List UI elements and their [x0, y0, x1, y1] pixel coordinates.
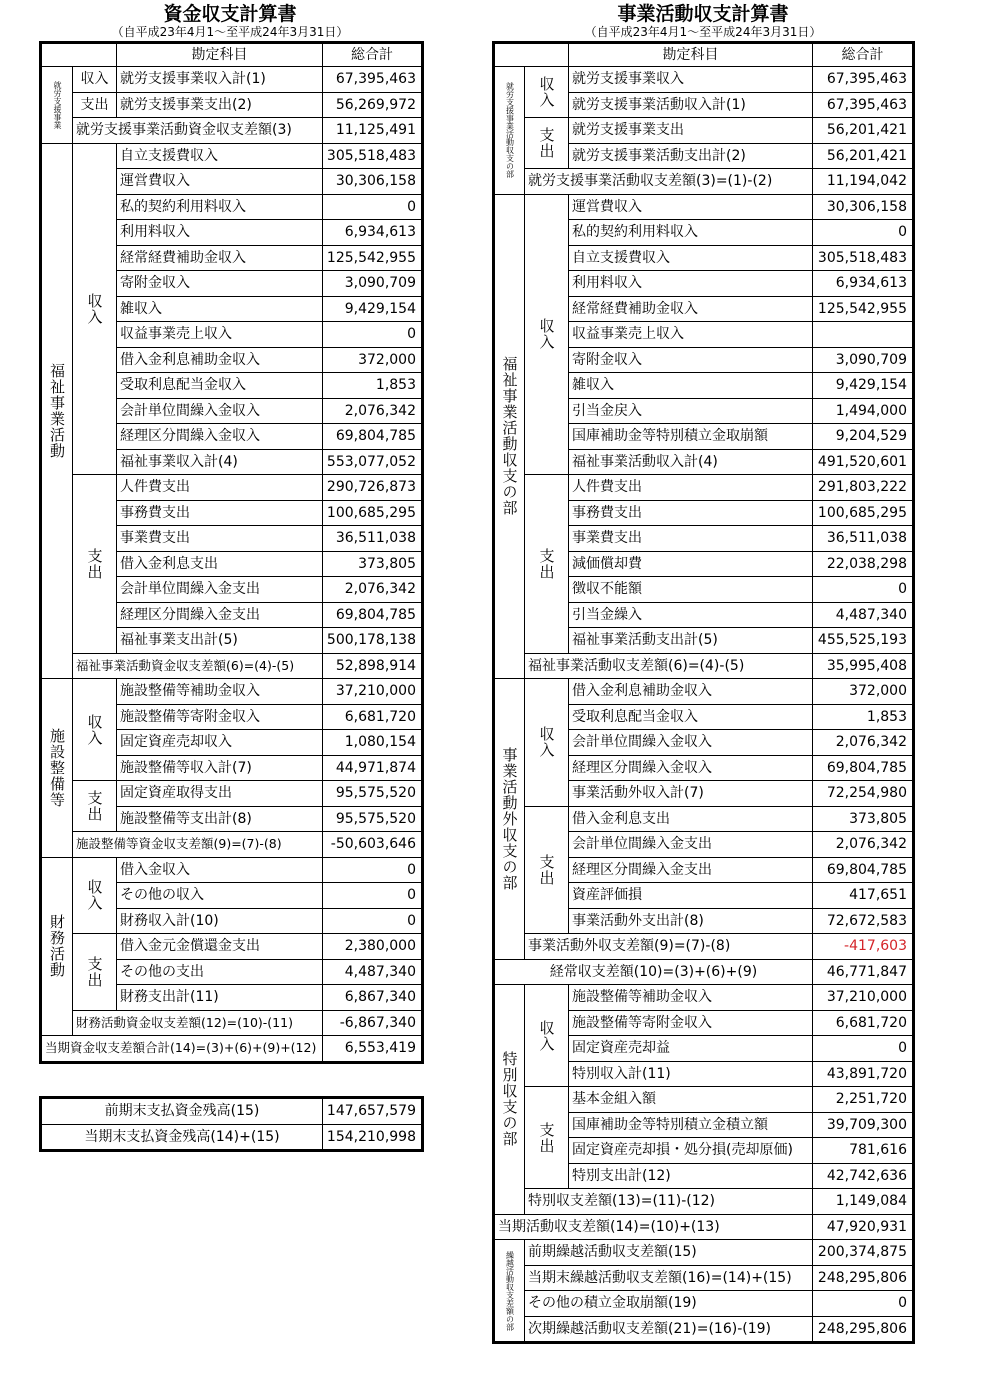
- item-value: 39,709,300: [813, 1112, 913, 1138]
- subtotal-value: -50,603,646: [323, 832, 422, 858]
- item-label: 自立支援費収入: [569, 245, 813, 271]
- subtotal-label: 福祉事業活動収支差額(6)=(4)-(5): [525, 653, 813, 679]
- item-value: 4,487,340: [813, 602, 913, 628]
- subtotal-label: 事業活動外収支差額(9)=(7)-(8): [525, 934, 813, 960]
- item-value: 2,076,342: [813, 730, 913, 756]
- item-label: 就労支援事業活動収入計(1): [569, 92, 813, 118]
- item-value: 95,575,520: [323, 806, 422, 832]
- item-label: 財務支出計(11): [117, 985, 323, 1011]
- section-carry: 繰越活動収支差額の部: [495, 1240, 525, 1342]
- item-value: 56,201,421: [813, 118, 913, 144]
- item-label: 就労支援事業活動支出計(2): [569, 143, 813, 169]
- section-sec_employ: 就労支援事業活動収支の部: [495, 67, 525, 195]
- item-value: 1,494,000: [813, 398, 913, 424]
- table-row: [495, 959, 913, 985]
- item-value: 36,511,038: [323, 526, 422, 552]
- item-value: 553,077,052: [323, 449, 422, 475]
- item-value: 491,520,601: [813, 449, 913, 475]
- header-blank: [42, 44, 117, 67]
- label-expense: 支出: [73, 934, 117, 1011]
- item-label: 徴収不能額: [569, 577, 813, 603]
- item-label: 福祉事業支出計(5): [117, 628, 323, 654]
- item-label: 会計単位間繰入金収入: [117, 398, 323, 424]
- current-diff-value: 47,920,931: [813, 1214, 913, 1240]
- item-value: 200,374,875: [813, 1240, 913, 1266]
- section-employ: 就労支援事業: [42, 67, 73, 144]
- label-expense: 支出: [525, 475, 569, 654]
- item-label: 福祉事業活動支出計(5): [569, 628, 813, 654]
- table-row: [495, 1214, 913, 1240]
- item-value: 56,201,421: [813, 143, 913, 169]
- item-label: 寄附金収入: [569, 347, 813, 373]
- table-row: [495, 67, 913, 93]
- item-label: 経理区分間繰入金収入: [569, 755, 813, 781]
- item-label: 特別収入計(11): [569, 1061, 813, 1087]
- table-row: [42, 67, 422, 93]
- item-label: 事業活動外収入計(7): [569, 781, 813, 807]
- item-value: 37,210,000: [323, 679, 422, 705]
- item-label: 会計単位間繰入金収入: [569, 730, 813, 756]
- item-value: 291,803,222: [813, 475, 913, 501]
- item-label: 雑収入: [117, 296, 323, 322]
- item-value: 100,685,295: [813, 500, 913, 526]
- item-value: 9,204,529: [813, 424, 913, 450]
- item-value: 248,295,806: [813, 1316, 913, 1342]
- item-label: 利用料収入: [117, 220, 323, 246]
- item-value: 1,853: [323, 373, 422, 399]
- item-value: 290,726,873: [323, 475, 422, 501]
- label-expense: 支出: [73, 92, 117, 118]
- subtotal-value: 35,995,408: [813, 653, 913, 679]
- table-row: [495, 806, 913, 832]
- item-label: 収益事業売上収入: [117, 322, 323, 348]
- item-value: 2,076,342: [813, 832, 913, 858]
- item-value: 30,306,158: [813, 194, 913, 220]
- table-row: [495, 44, 913, 67]
- table-row: [42, 781, 422, 807]
- item-value: 69,804,785: [813, 857, 913, 883]
- item-value: 9,429,154: [813, 373, 913, 399]
- item-value: 36,511,038: [813, 526, 913, 552]
- item-label: 当期末繰越活動収支差額(16)=(14)+(15): [525, 1265, 813, 1291]
- item-label: 寄附金収入: [117, 271, 323, 297]
- item-label: 就労支援事業収入計(1): [117, 67, 323, 93]
- right-period: （自平成23年4月1～至平成24年3月31日）: [584, 25, 822, 39]
- item-label: 財務収入計(10): [117, 908, 323, 934]
- table-row: [495, 985, 913, 1011]
- item-label: 私的契約利用料収入: [569, 220, 813, 246]
- item-value: 1,853: [813, 704, 913, 730]
- item-label: 経常経費補助金収入: [569, 296, 813, 322]
- item-label: 運営費収入: [117, 169, 323, 195]
- item-value: 373,805: [323, 551, 422, 577]
- item-value: 781,616: [813, 1138, 913, 1164]
- item-label: 固定資産売却損・処分損(売却原価): [569, 1138, 813, 1164]
- item-value: 0: [323, 194, 422, 220]
- item-label: 就労支援事業支出(2): [117, 92, 323, 118]
- item-value: 372,000: [813, 679, 913, 705]
- label-expense: 支出: [525, 118, 569, 169]
- item-value: 6,681,720: [813, 1010, 913, 1036]
- item-value: 43,891,720: [813, 1061, 913, 1087]
- label-income: 収入: [525, 985, 569, 1087]
- item-value: 67,395,463: [813, 67, 913, 93]
- item-label: 会計単位間繰入金支出: [569, 832, 813, 858]
- table-row: [495, 169, 913, 195]
- item-value: 100,685,295: [323, 500, 422, 526]
- header-item: 勘定科目: [569, 44, 813, 67]
- label-expense: 支出: [525, 806, 569, 934]
- label-income: 収入: [73, 143, 117, 475]
- item-label: 借入金利息支出: [117, 551, 323, 577]
- label-expense: 支出: [73, 475, 117, 654]
- item-label: 事務費支出: [117, 500, 323, 526]
- section-sec_welfare: 福祉事業活動収支の部: [495, 194, 525, 679]
- item-value: 0: [323, 908, 422, 934]
- item-label: 私的契約利用料収入: [117, 194, 323, 220]
- cash-flow-table: [41, 43, 422, 1062]
- subtotal-value: 11,194,042: [813, 169, 913, 195]
- item-label: 前期繰越活動収支差額(15): [525, 1240, 813, 1266]
- table-row: [495, 1087, 913, 1113]
- item-value: 0: [813, 1291, 913, 1317]
- item-label: 借入金利息支出: [569, 806, 813, 832]
- subtotal-value: 52,898,914: [323, 653, 422, 679]
- table-row: [42, 1124, 422, 1150]
- item-label: 雑収入: [569, 373, 813, 399]
- item-value: 72,672,583: [813, 908, 913, 934]
- subtotal-label: 就労支援事業活動資金収支差額(3): [73, 118, 323, 144]
- item-value: 69,804,785: [813, 755, 913, 781]
- subtotal-label: 特別収支差額(13)=(11)-(12): [525, 1189, 813, 1215]
- item-value: 125,542,955: [323, 245, 422, 271]
- item-value: 248,295,806: [813, 1265, 913, 1291]
- item-label: 減価償却費: [569, 551, 813, 577]
- item-label: 基本金組入額: [569, 1087, 813, 1113]
- item-value: 37,210,000: [813, 985, 913, 1011]
- item-value: 3,090,709: [323, 271, 422, 297]
- curr-balance-label: 当期末支払資金残高(14)+(15): [42, 1124, 323, 1150]
- item-value: 455,525,193: [813, 628, 913, 654]
- table-row: [42, 475, 422, 501]
- item-label: 特別支出計(12): [569, 1163, 813, 1189]
- item-label: 福祉事業活動収入計(4): [569, 449, 813, 475]
- table-row: [42, 934, 422, 960]
- label-expense: 支出: [525, 1087, 569, 1189]
- right-title: 事業活動収支計算書: [617, 3, 789, 25]
- table-row: [42, 118, 422, 144]
- label-expense: 支出: [73, 781, 117, 832]
- item-label: 固定資産取得支出: [117, 781, 323, 807]
- section-welfare: 福祉事業活動: [42, 143, 73, 679]
- item-value: 44,971,874: [323, 755, 422, 781]
- item-value: 0: [813, 220, 913, 246]
- table-row: [42, 1010, 422, 1036]
- left-title: 資金収支計算書: [163, 3, 297, 25]
- table-row: [495, 653, 913, 679]
- left-period: （自平成23年4月1～至平成24年3月31日）: [111, 25, 349, 39]
- item-value: 0: [813, 1036, 913, 1062]
- item-label: 国庫補助金等特別積立金取崩額: [569, 424, 813, 450]
- item-value: 95,575,520: [323, 781, 422, 807]
- subtotal-label: 福祉事業活動資金収支差額(6)=(4)-(5): [73, 653, 323, 679]
- label-income: 収入: [525, 194, 569, 475]
- section-sec_nonop: 事業活動外収支の部: [495, 679, 525, 960]
- subtotal-label: 就労支援事業活動収支差額(3)=(1)-(2): [525, 169, 813, 195]
- item-label: 利用料収入: [569, 271, 813, 297]
- section-finance: 財務活動: [42, 857, 73, 1036]
- table-row: [42, 1036, 422, 1062]
- table-row: [42, 832, 422, 858]
- total-diff-label: 当期資金収支差額合計(14)=(3)+(6)+(9)+(12): [42, 1036, 323, 1062]
- total-diff-value: 6,553,419: [323, 1036, 422, 1062]
- subtotal-label: 施設整備等資金収支差額(9)=(7)-(8): [73, 832, 323, 858]
- header-total: 総合計: [323, 44, 422, 67]
- header-total: 総合計: [813, 44, 913, 67]
- item-value: 69,804,785: [323, 424, 422, 450]
- item-value: 2,251,720: [813, 1087, 913, 1113]
- item-value: 30,306,158: [323, 169, 422, 195]
- item-label: 固定資産売却収入: [117, 730, 323, 756]
- label-income: 収入: [73, 679, 117, 781]
- item-value: 500,178,138: [323, 628, 422, 654]
- item-label: 受取利息配当金収入: [117, 373, 323, 399]
- table-row: [495, 1189, 913, 1215]
- item-value: 2,380,000: [323, 934, 422, 960]
- subtotal-value: -6,867,340: [323, 1010, 422, 1036]
- ordinary-diff-value: 46,771,847: [813, 959, 913, 985]
- item-label: 経理区分間繰入金支出: [117, 602, 323, 628]
- item-label: 施設整備等補助金収入: [569, 985, 813, 1011]
- item-value: 0: [813, 577, 913, 603]
- table-row: [42, 679, 422, 705]
- item-value: [813, 322, 913, 348]
- item-value: 417,651: [813, 883, 913, 909]
- table-row: [42, 44, 422, 67]
- table-row: [495, 1316, 913, 1342]
- item-label: 経理区分間繰入金支出: [569, 857, 813, 883]
- subtotal-value: 11,125,491: [323, 118, 422, 144]
- item-label: 会計単位間繰入金支出: [117, 577, 323, 603]
- item-value: 67,395,463: [323, 67, 422, 93]
- item-label: 経理区分間繰入金収入: [117, 424, 323, 450]
- label-income: 収入: [525, 67, 569, 118]
- prev-balance-label: 前期末支払資金残高(15): [42, 1099, 323, 1125]
- item-label: 借入金利息補助金収入: [569, 679, 813, 705]
- item-label: その他の支出: [117, 959, 323, 985]
- item-value: 373,805: [813, 806, 913, 832]
- item-label: 施設整備等寄附金収入: [117, 704, 323, 730]
- item-label: 固定資産売却益: [569, 1036, 813, 1062]
- table-row: [495, 194, 913, 220]
- item-label: 次期繰越活動収支差額(21)=(16)-(19): [525, 1316, 813, 1342]
- table-row: [42, 143, 422, 169]
- item-label: 借入金元金償還金支出: [117, 934, 323, 960]
- item-label: 人件費支出: [569, 475, 813, 501]
- item-label: 施設整備等寄附金収入: [569, 1010, 813, 1036]
- item-label: 借入金収入: [117, 857, 323, 883]
- item-label: 借入金利息補助金収入: [117, 347, 323, 373]
- item-value: 0: [323, 883, 422, 909]
- item-label: 資産評価損: [569, 883, 813, 909]
- item-value: 9,429,154: [323, 296, 422, 322]
- activity-table: [494, 43, 913, 1342]
- prev-balance-value: 147,657,579: [323, 1099, 422, 1125]
- item-value: 42,742,636: [813, 1163, 913, 1189]
- item-value: 0: [323, 857, 422, 883]
- item-label: 就労支援事業収入: [569, 67, 813, 93]
- subtotal-value: -417,603: [813, 934, 913, 960]
- item-value: 67,395,463: [813, 92, 913, 118]
- item-value: 2,076,342: [323, 398, 422, 424]
- item-label: 事業費支出: [569, 526, 813, 552]
- table-row: [495, 679, 913, 705]
- item-label: 自立支援費収入: [117, 143, 323, 169]
- table-row: [42, 1099, 422, 1125]
- item-label: 事業費支出: [117, 526, 323, 552]
- item-value: 22,038,298: [813, 551, 913, 577]
- item-label: 事務費支出: [569, 500, 813, 526]
- item-label: 施設整備等補助金収入: [117, 679, 323, 705]
- item-value: 6,867,340: [323, 985, 422, 1011]
- item-label: 収益事業売上収入: [569, 322, 813, 348]
- item-label: 就労支援事業支出: [569, 118, 813, 144]
- table-row: [495, 934, 913, 960]
- table-row: [495, 118, 913, 144]
- item-value: 72,254,980: [813, 781, 913, 807]
- item-label: 施設整備等収入計(7): [117, 755, 323, 781]
- balance-table: [41, 1098, 422, 1150]
- item-value: 305,518,483: [323, 143, 422, 169]
- item-value: 4,487,340: [323, 959, 422, 985]
- section-facility: 施設整備等: [42, 679, 73, 858]
- item-label: 事業活動外支出計(8): [569, 908, 813, 934]
- item-value: 0: [323, 322, 422, 348]
- item-label: 受取利息配当金収入: [569, 704, 813, 730]
- table-row: [495, 1240, 913, 1266]
- label-income: 収入: [525, 679, 569, 807]
- label-income: 収入: [73, 857, 117, 934]
- item-value: 69,804,785: [323, 602, 422, 628]
- ordinary-diff-label: 経常収支差額(10)=(3)+(6)+(9): [495, 959, 813, 985]
- table-row: [42, 653, 422, 679]
- table-row: [495, 1265, 913, 1291]
- item-label: その他の収入: [117, 883, 323, 909]
- current-diff-label: 当期活動収支差額(14)=(10)+(13): [495, 1214, 813, 1240]
- table-row: [495, 1291, 913, 1317]
- subtotal-label: 財務活動資金収支差額(12)=(10)-(11): [73, 1010, 323, 1036]
- table-row: [495, 475, 913, 501]
- header-blank: [495, 44, 569, 67]
- item-value: 2,076,342: [323, 577, 422, 603]
- item-value: 1,080,154: [323, 730, 422, 756]
- item-value: 125,542,955: [813, 296, 913, 322]
- item-value: 6,934,613: [813, 271, 913, 297]
- table-row: [42, 92, 422, 118]
- item-label: 引当金戻入: [569, 398, 813, 424]
- item-label: 運営費収入: [569, 194, 813, 220]
- subtotal-value: 1,149,084: [813, 1189, 913, 1215]
- item-label: 引当金繰入: [569, 602, 813, 628]
- item-label: 福祉事業収入計(4): [117, 449, 323, 475]
- item-label: 人件費支出: [117, 475, 323, 501]
- item-value: 56,269,972: [323, 92, 422, 118]
- label-income: 収入: [73, 67, 117, 93]
- item-value: 6,934,613: [323, 220, 422, 246]
- item-label: 施設整備等支出計(8): [117, 806, 323, 832]
- section-sec_special: 特別収支の部: [495, 985, 525, 1215]
- curr-balance-value: 154,210,998: [323, 1124, 422, 1150]
- item-label: 国庫補助金等特別積立金積立額: [569, 1112, 813, 1138]
- item-label: その他の積立金取崩額(19): [525, 1291, 813, 1317]
- item-value: 3,090,709: [813, 347, 913, 373]
- header-item: 勘定科目: [117, 44, 323, 67]
- item-value: 305,518,483: [813, 245, 913, 271]
- item-label: 経常経費補助金収入: [117, 245, 323, 271]
- item-value: 372,000: [323, 347, 422, 373]
- table-row: [42, 857, 422, 883]
- item-value: 6,681,720: [323, 704, 422, 730]
